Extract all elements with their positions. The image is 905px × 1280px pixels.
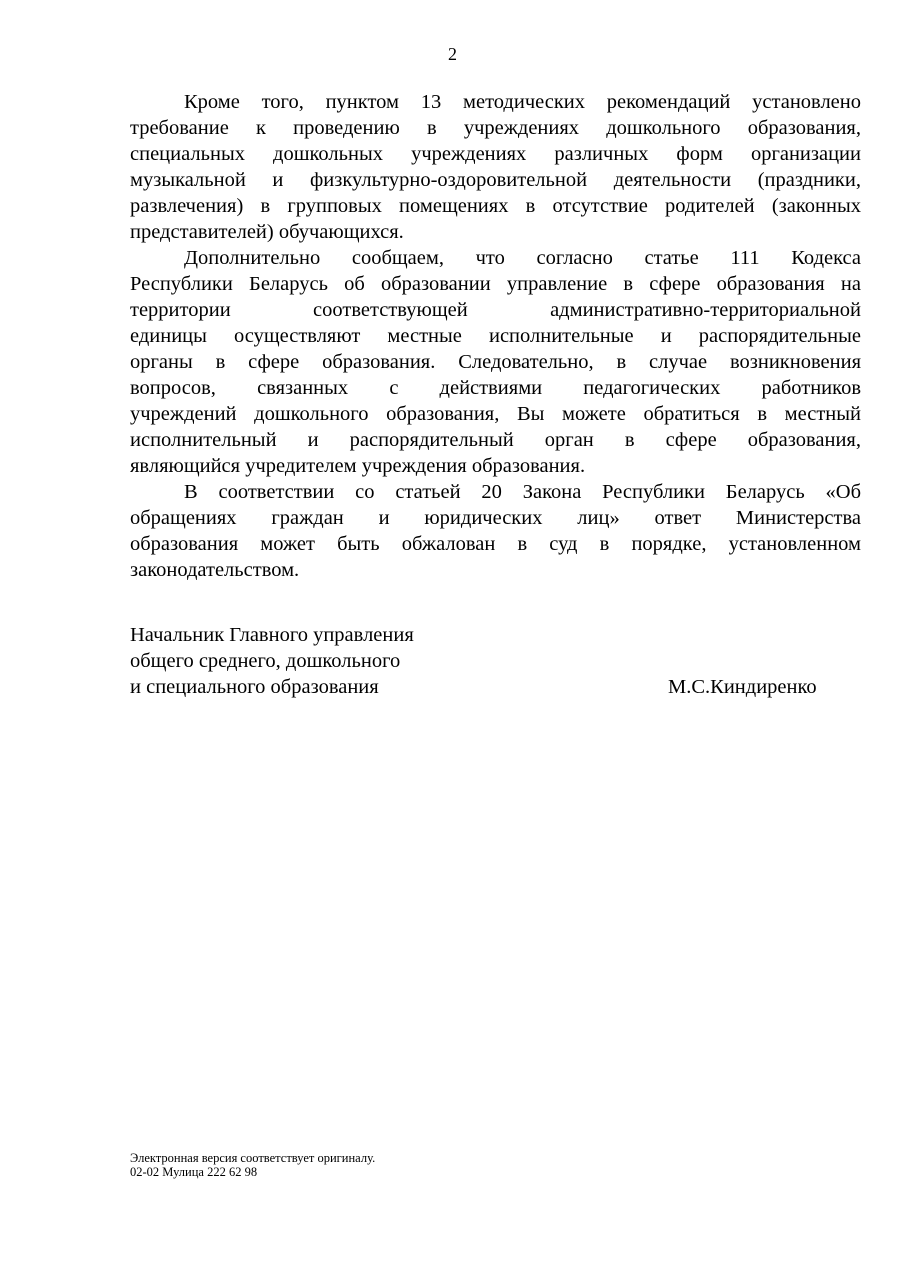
paragraph-line: органы в сфере образования. Следовательно, в случае возникновения (130, 351, 861, 373)
signatory-name: М.С.Киндиренко (668, 676, 817, 698)
paragraph-line: развлечения) в групповых помещениях в отсутствие родителей (законных (130, 195, 861, 217)
signatory-title-line: Начальник Главного управления (130, 624, 414, 646)
paragraph-line: Дополнительно сообщаем, что согласно статье 111 Кодекса (184, 247, 861, 269)
footer-note: Электронная версия соответствует оригиналу. (130, 1151, 376, 1165)
paragraph-line: специальных дошкольных учреждениях различных форм организации (130, 143, 861, 165)
paragraph (130, 245, 861, 479)
paragraph-line: исполнительный и распорядительный орган в сфере образования, (130, 429, 861, 451)
signatory-title-line: и специального образования (130, 676, 379, 698)
footer (130, 1151, 375, 1179)
paragraph (130, 479, 861, 583)
paragraph-line: образования может быть обжалован в суд в порядке, установленном (130, 533, 861, 555)
page-number: 2 (448, 44, 457, 64)
paragraph-line: вопросов, связанных с действиями педагогических работников (130, 377, 861, 399)
paragraph-line: представителей) обучающихся. (130, 221, 404, 243)
paragraph-line: музыкальной и физкультурно-оздоровительной деятельности (праздники, (130, 169, 861, 191)
signatory-title-line: общего среднего, дошкольного (130, 650, 401, 672)
paragraph-line: единицы осуществляют местные исполнительные и распорядительные (130, 325, 861, 347)
footer-contact: 02-02 Мулица 222 62 98 (130, 1165, 258, 1179)
signatory-title (130, 622, 414, 700)
paragraph-line: территории соответствующей административно-территориальной (130, 299, 861, 321)
paragraph-line: Республики Беларусь об образовании управление в сфере образования на (130, 273, 861, 295)
paragraph-line: Кроме того, пунктом 13 методических рекомендаций установлено (184, 91, 861, 113)
paragraph-line: являющийся учредителем учреждения образования. (130, 455, 586, 477)
letter-body (130, 89, 861, 583)
paragraph-line: требование к проведению в учреждениях дошкольного образования, (130, 117, 861, 139)
paragraph (130, 89, 861, 245)
paragraph-line: В соответствии со статьей 20 Закона Республики Беларусь «Об (184, 481, 861, 503)
paragraph-line: обращениях граждан и юридических лиц» ответ Министерства (130, 507, 861, 529)
paragraph-line: законодательством. (130, 559, 300, 581)
paragraph-line: учреждений дошкольного образования, Вы можете обратиться в местный (130, 403, 861, 425)
